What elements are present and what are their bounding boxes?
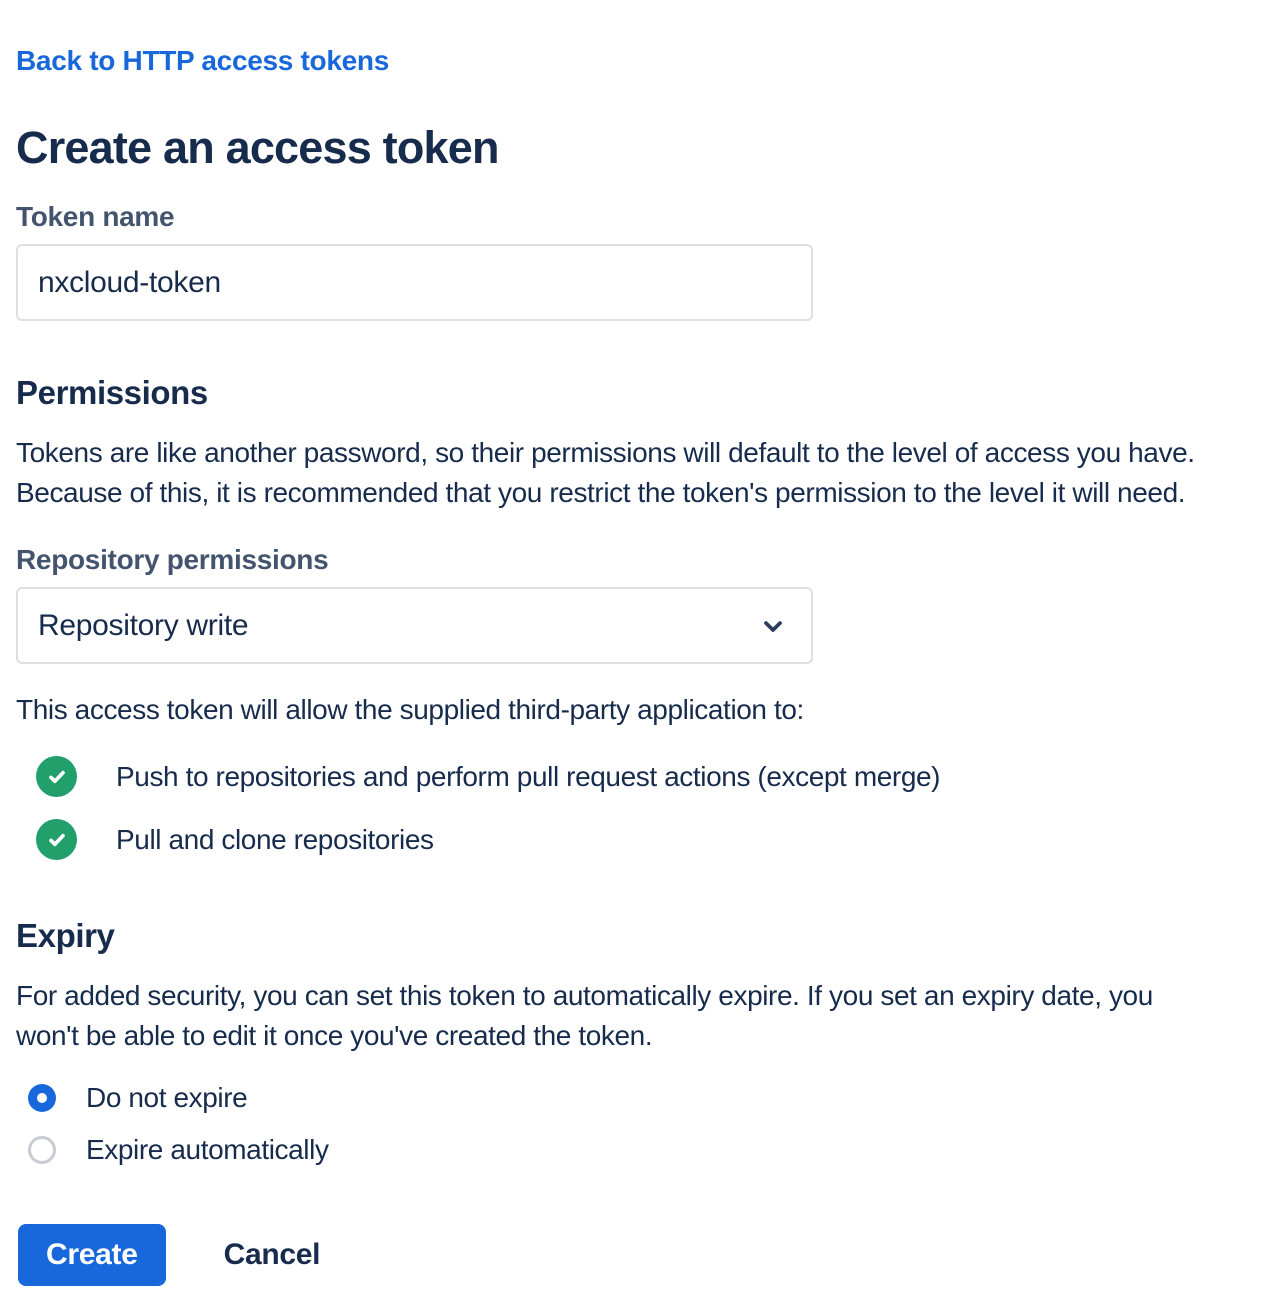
cancel-button[interactable]: Cancel	[208, 1224, 337, 1286]
allow-intro-text: This access token will allow the supplied third-party application to:	[16, 694, 804, 725]
expiry-radio-group	[16, 1082, 1216, 1166]
grant-item-label: Pull and clone repositories	[116, 823, 434, 855]
radio-selected-icon	[28, 1084, 56, 1112]
expiry-heading: Expiry	[16, 917, 115, 954]
check-circle-icon	[36, 756, 77, 797]
radio-do-not-expire[interactable]	[16, 1082, 1216, 1114]
radio-unselected-icon	[28, 1136, 56, 1164]
radio-label: Do not expire	[86, 1082, 248, 1113]
page-title: Create an access token	[16, 122, 499, 173]
back-link[interactable]: Back to HTTP access tokens	[16, 45, 389, 76]
grant-item	[16, 756, 1216, 797]
check-circle-icon	[36, 819, 77, 860]
grant-list	[16, 756, 1216, 860]
radio-label: Expire automatically	[86, 1134, 329, 1165]
grant-item-label: Push to repositories and perform pull request actions (except merge)	[116, 760, 941, 792]
token-name-label: Token name	[16, 201, 175, 232]
token-name-input[interactable]	[16, 244, 813, 321]
expiry-description: For added security, you can set this token to automatically expire. If you set an expiry date, you won't be able to edit it once you've created the token.	[16, 980, 1153, 1051]
chevron-down-icon	[759, 612, 787, 640]
permissions-description: Tokens are like another password, so their permissions will default to the level of access you have. Because of this, it is recommended that you restrict the token's permission to the level it will need.	[16, 437, 1195, 508]
create-button[interactable]: Create	[18, 1224, 166, 1286]
grant-item	[16, 819, 1216, 860]
repository-permissions-label: Repository permissions	[16, 544, 329, 575]
repository-permissions-select[interactable]	[16, 587, 813, 664]
permissions-heading: Permissions	[16, 374, 208, 411]
radio-expire-automatically[interactable]	[16, 1134, 1216, 1166]
form-actions	[16, 1224, 1216, 1286]
select-selected-value: Repository write	[38, 608, 249, 642]
